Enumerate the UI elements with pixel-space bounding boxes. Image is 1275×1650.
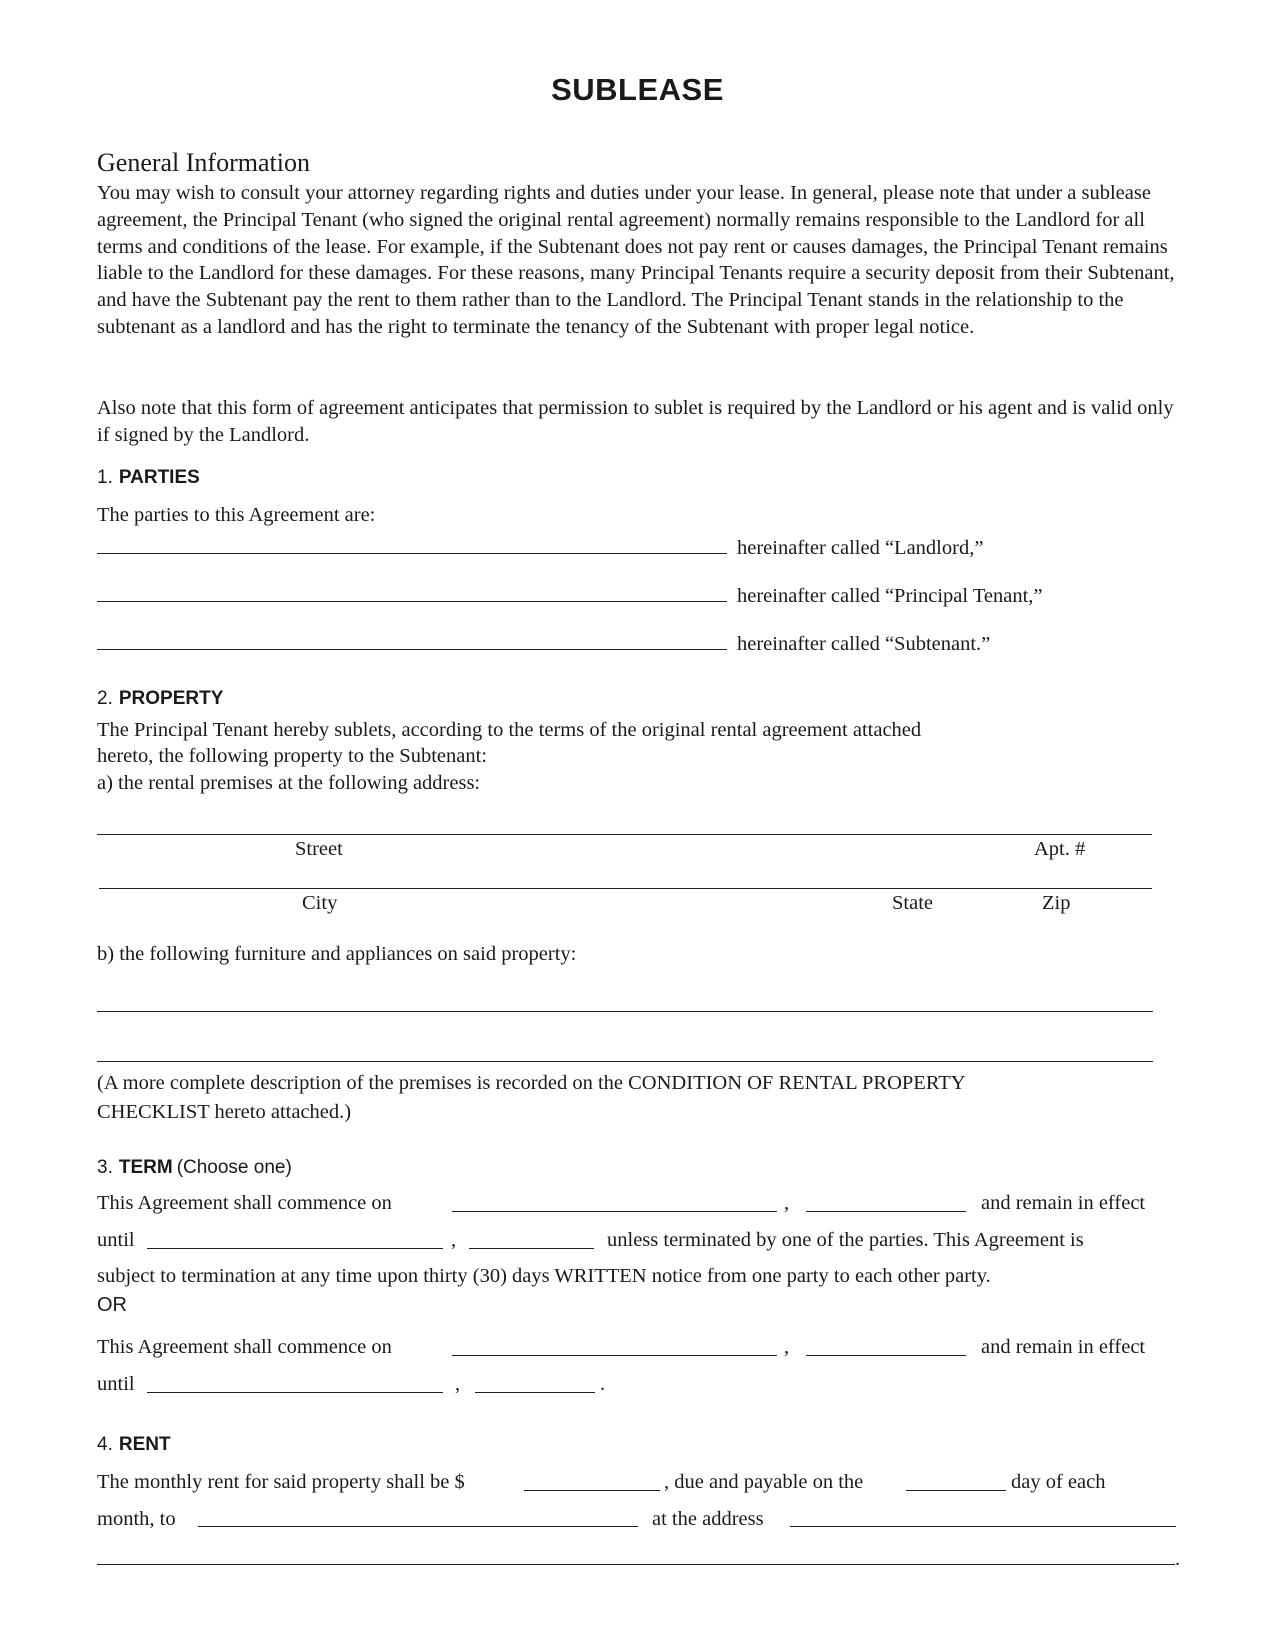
rent-at-address-text: at the address xyxy=(652,1508,764,1530)
furniture-line-2[interactable] xyxy=(97,1061,1153,1062)
term-or-label: OR xyxy=(97,1294,127,1316)
term1-end-date-field[interactable] xyxy=(147,1248,443,1249)
term2-remain-text: and remain in effect xyxy=(981,1336,1146,1358)
section-label: PROPERTY xyxy=(118,688,224,709)
section-sublabel: (Choose one) xyxy=(176,1157,292,1178)
rent-amount-field[interactable] xyxy=(524,1490,660,1491)
rent-amount-text: The monthly rent for said property shall be $ xyxy=(97,1471,465,1493)
comma: , xyxy=(784,1336,790,1358)
term1-subject-text: subject to termination at any time upon thirty (30) days WRITTEN notice from one party to each other party. xyxy=(97,1265,991,1287)
parties-intro: The parties to this Agreement are: xyxy=(97,504,376,526)
rent-address-field[interactable] xyxy=(790,1526,1176,1527)
property-intro-line2: hereto, the following property to the Subtenant: xyxy=(97,745,487,767)
section-number: 2. xyxy=(97,688,113,709)
term1-start-year-field[interactable] xyxy=(806,1211,966,1212)
principal-tenant-name-field[interactable] xyxy=(97,601,727,602)
comma: , xyxy=(455,1373,461,1395)
comma: , xyxy=(784,1192,790,1214)
section-property-heading xyxy=(97,688,223,710)
section-number: 3. xyxy=(97,1157,113,1178)
rent-address-line-2[interactable] xyxy=(97,1564,1175,1565)
subtenant-suffix: hereinafter called “Subtenant.” xyxy=(737,633,991,655)
subtenant-name-field[interactable] xyxy=(97,649,727,650)
section-number: 1. xyxy=(97,467,113,488)
comma: , xyxy=(451,1229,457,1251)
term2-start-year-field[interactable] xyxy=(806,1355,966,1356)
rent-day-of-each-text: day of each xyxy=(1011,1471,1106,1493)
city-label: City xyxy=(302,892,338,914)
general-information-heading: General Information xyxy=(97,148,310,177)
city-state-zip-field[interactable] xyxy=(99,888,1152,889)
landlord-permission-paragraph: Also note that this form of agreement anticipates that permission to sublet is required by the Landlord or his agent and is valid only if signed by the Landlord. xyxy=(97,397,1174,446)
term1-until-text: until xyxy=(97,1229,135,1251)
term1-remain-text: and remain in effect xyxy=(981,1192,1146,1214)
landlord-name-field[interactable] xyxy=(97,553,727,554)
apt-label: Apt. # xyxy=(1034,838,1086,860)
state-label: State xyxy=(892,892,933,914)
section-rent-heading xyxy=(97,1434,171,1456)
property-item-b: b) the following furniture and appliances on said property: xyxy=(97,943,577,965)
general-information-paragraph: You may wish to consult your attorney regarding rights and duties under your lease. In general, please note that under a sublease agreement, the Principal Tenant (who signed the original rental agreement) normally remains responsible to the Landlord for all terms and conditions of the lease. For example, if the Subtenant does not pay rent or causes damages, the Principal Tenant remains liable to the Landlord for these damages. For these reasons, many Principal Tenants require a security deposit from their Subtenant, and have the Subtenant pay the rent to them rather than to the Landlord. The Principal Tenant stands in the relationship to the subtenant as a landlord and has the right to terminate the tenancy of the Subtenant with proper legal notice. xyxy=(97,182,1175,338)
term2-until-text: until xyxy=(97,1373,135,1395)
property-intro-line1: The Principal Tenant hereby sublets, according to the terms of the original rental agreement attached xyxy=(97,719,922,741)
checklist-note-line2: CHECKLIST hereto attached.) xyxy=(97,1101,352,1123)
furniture-line-1[interactable] xyxy=(97,1011,1153,1012)
section-label: TERM xyxy=(118,1157,173,1178)
section-parties-heading xyxy=(97,467,200,489)
term1-end-year-field[interactable] xyxy=(469,1248,594,1249)
section-number: 4. xyxy=(97,1434,113,1455)
rent-payee-field[interactable] xyxy=(198,1526,638,1527)
section-label: RENT xyxy=(118,1434,171,1455)
checklist-note-line1: (A more complete description of the premises is recorded on the CONDITION OF RENTAL PROPERTY xyxy=(97,1072,966,1094)
term1-start-date-field[interactable] xyxy=(452,1211,777,1212)
landlord-suffix: hereinafter called “Landlord,” xyxy=(737,537,984,559)
term1-commence-text: This Agreement shall commence on xyxy=(97,1192,392,1214)
document-title: SUBLEASE xyxy=(551,72,724,107)
term2-start-date-field[interactable] xyxy=(452,1355,777,1356)
period: . xyxy=(600,1373,606,1395)
section-term-heading xyxy=(97,1157,292,1179)
property-item-a: a) the rental premises at the following address: xyxy=(97,772,481,794)
term2-end-date-field[interactable] xyxy=(147,1392,443,1393)
rent-due-day-field[interactable] xyxy=(906,1490,1006,1491)
term1-unless-text: unless terminated by one of the parties. This Agreement is xyxy=(607,1229,1084,1251)
street-address-field[interactable] xyxy=(97,834,1152,835)
period: . xyxy=(1175,1548,1181,1570)
street-label: Street xyxy=(295,838,343,860)
term2-commence-text: This Agreement shall commence on xyxy=(97,1336,392,1358)
zip-label: Zip xyxy=(1042,892,1071,914)
rent-month-to-text: month, to xyxy=(97,1508,176,1530)
term2-end-year-field[interactable] xyxy=(475,1392,595,1393)
rent-due-text: , due and payable on the xyxy=(664,1471,864,1493)
section-label: PARTIES xyxy=(118,467,200,488)
principal-tenant-suffix: hereinafter called “Principal Tenant,” xyxy=(737,585,1043,607)
